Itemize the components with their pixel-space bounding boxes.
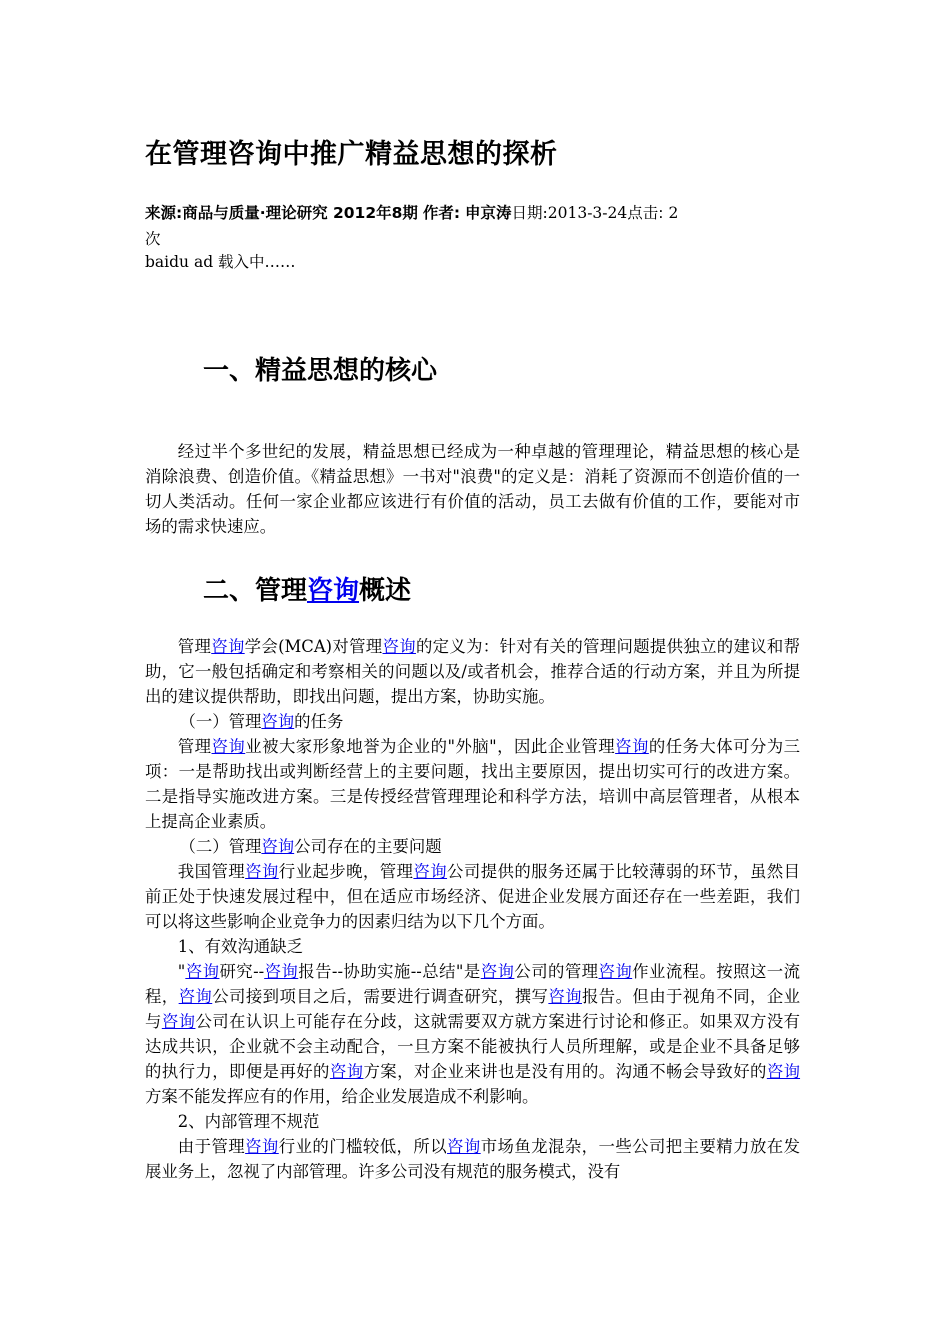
consulting-link[interactable]: 咨询 <box>447 1137 481 1156</box>
clicks-label: 点击: <box>627 204 664 222</box>
consulting-link[interactable]: 咨询 <box>598 962 633 981</box>
paragraph: "咨询研究--咨询报告--协助实施--总结"是咨询公司的管理咨询作业流程。按照这一流程，咨询公司接到项目之后，需要进行调查研究，撰写咨询报告。但由于视角不同，企业与咨询公司在认识上可能存在分歧，这就需要双方就方案进行讨论和修正。如果双方没有达成共识，企业就不会主动配合，一旦方案不能被执行人员所理解，或是企业不具备足够的执行力，即便是再好的咨询方案，对企业来讲也是没有用的。沟通不畅会导致好的咨询方案不能发挥应有的作用，给企业发展造成不利影响。 <box>145 962 801 1106</box>
clicks-unit: 次 <box>145 230 161 248</box>
consulting-link[interactable]: 咨询 <box>211 637 245 656</box>
heading-text: 概述 <box>359 576 412 606</box>
paragraph: 管理咨询业被大家形象地誉为企业的"外脑"，因此企业管理咨询的任务大体可分为三项：一是帮助找出或判断经营上的主要问题，找出主要原因，提出切实可行的改进方案。二是指导实施改进方案。三是传授经营管理理论和科学方法，培训中高层管理者，从根本上提高企业素质。 <box>145 737 801 831</box>
consulting-link[interactable]: 咨询 <box>307 576 360 606</box>
consulting-link[interactable]: 咨询 <box>161 1012 196 1031</box>
date-label: 日期: <box>511 204 548 222</box>
ad-placeholder: baidu ad 载入中…… <box>145 253 296 271</box>
subheading: （二）管理咨询公司存在的主要问题 <box>179 837 442 856</box>
consulting-link[interactable]: 咨询 <box>615 737 649 756</box>
source-label: 来源: <box>145 204 183 222</box>
consulting-link[interactable]: 咨询 <box>413 862 448 881</box>
consulting-link[interactable]: 咨询 <box>185 962 220 981</box>
subheading: 2、内部管理不规范 <box>177 1112 320 1131</box>
source-value: 商品与质量·理论研究 2012年8期 <box>182 204 418 222</box>
consulting-link[interactable]: 咨询 <box>261 712 295 731</box>
page-title: 在管理咨询中推广精益思想的探析 <box>145 139 558 170</box>
clicks-value: 2 <box>668 204 679 222</box>
author-label: 作者: <box>422 204 461 222</box>
subheading: 1、有效沟通缺乏 <box>177 937 303 956</box>
consulting-link[interactable]: 咨询 <box>178 987 213 1006</box>
author-value: 申京涛 <box>465 204 512 222</box>
section-heading-1: 一、精益思想的核心 <box>203 356 438 386</box>
consulting-link[interactable]: 咨询 <box>264 962 299 981</box>
consulting-link[interactable]: 咨询 <box>245 862 279 881</box>
paragraph: 管理咨询学会(MCA)对管理咨询的定义为：针对有关的管理问题提供独立的建议和帮助，它一般包括确定和考察相关的问题以及/或者机会，推荐合适的行动方案，并且为所提出的建议提供帮助，即找出问题，提出方案，协助实施。 <box>145 637 801 706</box>
section-2-body <box>145 634 800 1184</box>
paragraph: 由于管理咨询行业的门槛较低，所以咨询市场鱼龙混杂，一些公司把主要精力放在发展业务上，忽视了内部管理。许多公司没有规范的服务模式，没有 <box>145 1137 800 1181</box>
consulting-link[interactable]: 咨询 <box>548 987 582 1006</box>
consulting-link[interactable]: 咨询 <box>245 1137 279 1156</box>
subheading: （一）管理咨询的任务 <box>179 712 344 731</box>
consulting-link[interactable]: 咨询 <box>211 737 246 756</box>
consulting-link[interactable]: 咨询 <box>382 637 416 656</box>
consulting-link[interactable]: 咨询 <box>766 1062 801 1081</box>
article-meta <box>145 200 805 252</box>
consulting-link[interactable]: 咨询 <box>480 962 515 981</box>
consulting-link[interactable]: 咨询 <box>261 837 295 856</box>
section-heading-2 <box>203 570 411 607</box>
paragraph: 经过半个多世纪的发展，精益思想已经成为一种卓越的管理理论，精益思想的核心是消除浪费、创造价值。《精益思想》一书对"浪费"的定义是：消耗了资源而不创造价值的一切人类活动。任何一家企业都应该进行有价值的活动，员工去做有价值的工作，要能对市场的需求快速应。 <box>145 442 800 536</box>
consulting-link[interactable]: 咨询 <box>329 1062 364 1081</box>
heading-text: 二、管理 <box>203 576 308 606</box>
date-value: 2013-3-24 <box>547 204 628 222</box>
paragraph: 我国管理咨询行业起步晚，管理咨询公司提供的服务还属于比较薄弱的环节，虽然目前正处于快速发展过程中，但在适应市场经济、促进企业发展方面还存在一些差距，我们可以将这些影响企业竞争力的因素归结为以下几个方面。 <box>145 862 800 931</box>
section-1-body <box>145 439 800 539</box>
